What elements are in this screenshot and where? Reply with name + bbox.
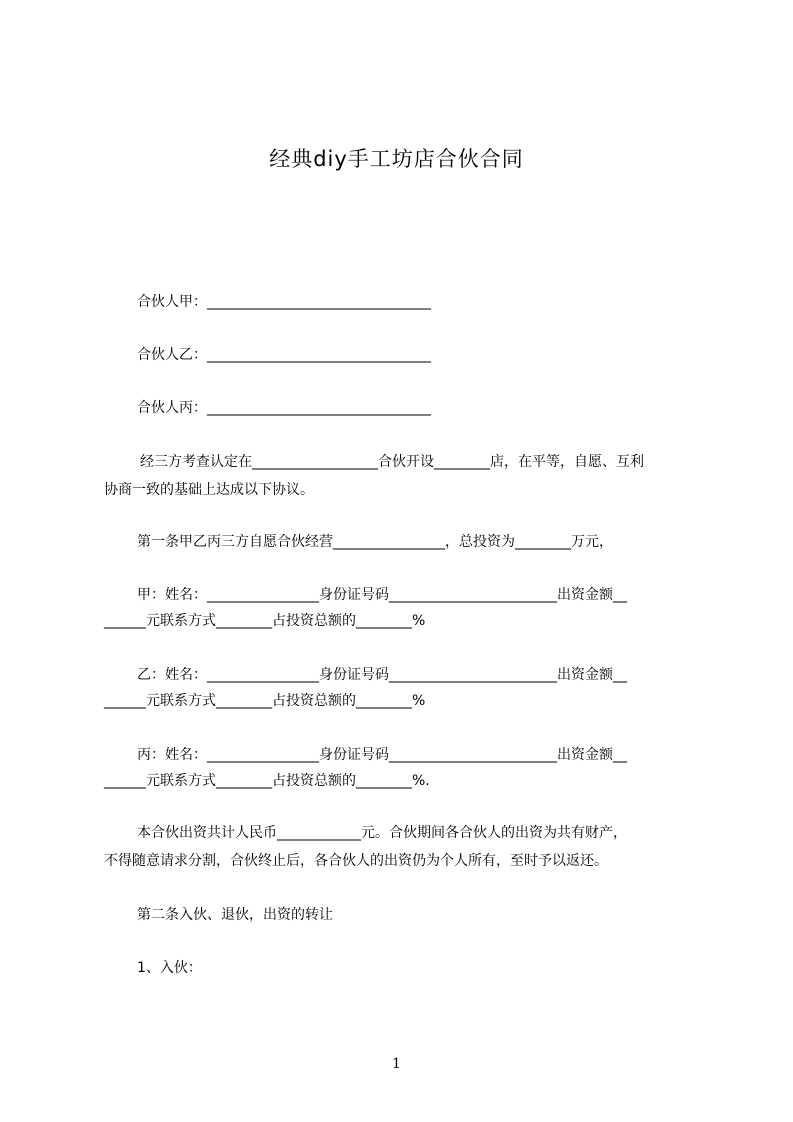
member-a-line-2: ______元联系方式________占投资总额的________% — [104, 613, 426, 629]
partner-b-line: 合伙人乙：________________________________ — [137, 347, 431, 363]
member-b-line-2: ______元联系方式________占投资总额的________% — [104, 693, 426, 709]
document-title: 经典diy手工坊店合伙合同 — [269, 147, 524, 171]
capital-line-2: 不得随意请求分割，合伙终止后，各合伙人的出资仍为个人所有，至时予以返还。 — [104, 853, 608, 869]
capital-line-1: 本合伙出资共计人民币____________元。合伙期间各合伙人的出资为共有财产， — [137, 825, 627, 841]
partner-c-line: 合伙人丙：________________________________ — [137, 400, 431, 416]
member-a-line-1: 甲：姓名：________________身份证号码________________________出资金额__ — [137, 587, 627, 603]
intro-line-1: 经三方考查认定在__________________合伙开设________店，在平等，自愿、互利 — [140, 454, 644, 470]
member-c-line-1: 丙：姓名：________________身份证号码________________________出资金额__ — [137, 747, 627, 763]
article-2-heading: 第二条入伙、退伙，出资的转让 — [137, 907, 333, 923]
partner-a-line: 合伙人甲：________________________________ — [137, 294, 431, 310]
article-1-line: 第一条甲乙丙三方自愿合伙经营________________，总投资为________万元， — [137, 534, 613, 550]
intro-line-2: 协商一致的基础上达成以下协议。 — [104, 482, 314, 498]
member-b-line-1: 乙：姓名：________________身份证号码________________________出资金额__ — [137, 667, 627, 683]
item-1-heading: 1、入伙： — [137, 960, 202, 976]
page-number: 1 — [392, 1056, 401, 1072]
member-c-line-2: ______元联系方式________占投资总额的________%. — [104, 773, 430, 789]
